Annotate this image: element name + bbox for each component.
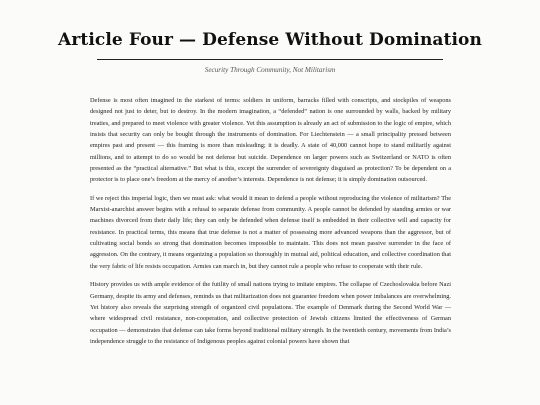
article-header xyxy=(0,0,540,74)
article-paragraph: If we reject this imperial logic, then we must ask: what would it mean to defend a people without reproducing the violence of militarism? The Marxist-anarchist answer begins with a refusal to separate defense from community. A people cannot be defended by standing armies or war machines divorced from their daily life; they can only be defended when defense itself is embedded in their collective will and capacity for resistance. In practical terms, this means that true defense is not a matter of possessing more advanced weapons than the aggressor, but of cultivating social bonds so strong that domination becomes impossible to maintain. This does not mean passive surrender in the face of aggression. On the contrary, it means organizing a population so thoroughly in mutual aid, political education, and collective coordination that the very fabric of life resists occupation. Armies can march in, but they cannot rule a people who refuse to cooperate with their rule. xyxy=(90,194,451,270)
article-body xyxy=(90,95,451,354)
title-divider xyxy=(97,59,443,60)
article-paragraph: Defense is most often imagined in the starkest of terms: soldiers in uniform, barracks filled with conscripts, and stockpiles of weapons designed not just to deter, but to destroy. In the modern imagination, a “defended” nation is one surrounded by walls, backed by military treaties, and prepared to meet violence with greater violence. Yet this assumption is already an act of submission to the logic of empire, which insists that security can only be bought through the instruments of domination. For Liechtenstein — a small principality pressed between empires past and present — this framing is more than misleading; it is deadly. A state of 40,000 cannot hope to stand militarily against millions, and to attempt to do so would be not defense but suicide. Dependence on larger powers such as Switzerland or NATO is often presented as the “practical alternative.” But what is this, except the surrender of sovereignty disguised as protection? To be dependent on a protector is to place one’s freedom at the mercy of another’s interests. Dependence is not defense; it is simply domination outsourced. xyxy=(90,97,451,184)
article-paragraph: History provides us with ample evidence of the futility of small nations trying to imitate empires. The collapse of Czechoslovakia before Nazi Germany, despite its army and defenses, reminds us that militarization does not guarantee freedom when power imbalances are overwhelming. Yet history also reveals the surprising strength of organized civil populations. The example of Denmark during the Second World War — where widespread civil resistance, non-cooperation, and collective protection of Jewish citizens limited the effectiveness of German occupation — demonstrates that defense can take forms beyond traditional military strength. In the twentieth century, movements from India’s independence struggle to the resistance of Indigenous peoples against colonial powers have shown that xyxy=(90,281,451,345)
article-subtitle: Security Through Community, Not Militarism xyxy=(204,66,336,74)
article-title: Article Four — Defense Without Domination xyxy=(58,30,482,50)
